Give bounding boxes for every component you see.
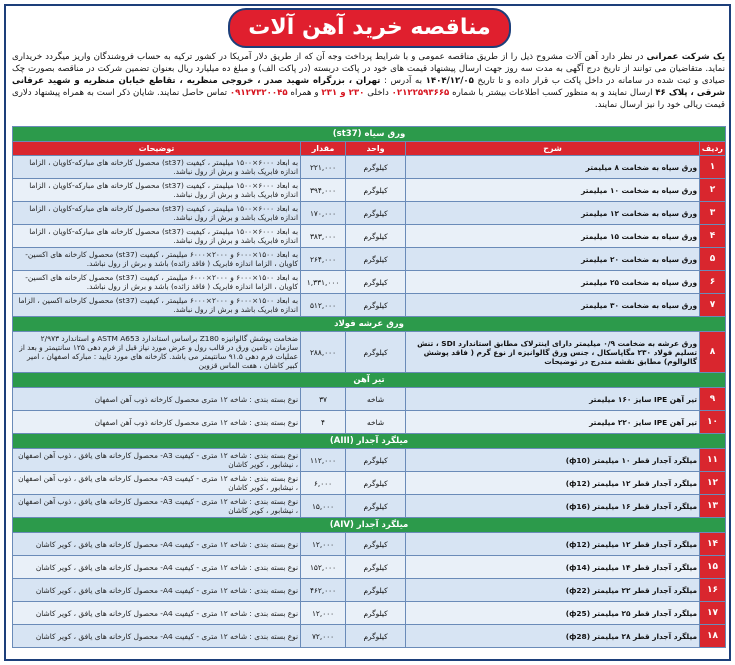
- row-number: ۷: [700, 294, 726, 317]
- row-notes: ضخامت پوشش گالوانیزه Z180 براساس استاندارد ASTM A653 و استاندارد ۲/۹۷۳ سازمان ، تامین ورق در قالب رول و عرض مورد نیاز قبل از فرم دهی ۱۲۵ سانتیمتر و بعد از عملیات فرم دهی ۹۱.۵ سانتیمتر می باشد. کارخانه های مورد تایید : مبارکه اصفهان ، امیر کبیر کاشان ، هفت الماس قزوین: [13, 332, 301, 373]
- table-row: [13, 602, 726, 625]
- row-number: ۸: [700, 332, 726, 373]
- row-description: ورق سیاه به ضخامت ۱۰ میلیمتر: [406, 179, 700, 202]
- intro-deadline: ۱۴۰۴/۱۲/۰۵: [425, 76, 474, 86]
- row-quantity: ۱۲,۰۰۰: [301, 602, 346, 625]
- row-notes: به ابعاد ۶۰۰۰×۱۵۰۰ میلیمتر ، کیفیت (st37) محصول کارخانه های مبارکه-کاویان ، الزاما اندازه فابریک باشد و برش از رول نباشد.: [13, 225, 301, 248]
- section-header: [13, 518, 726, 533]
- column-header-note: توضیحات: [13, 142, 301, 156]
- intro-paragraph: [12, 51, 725, 123]
- row-unit: کیلوگرم: [346, 602, 406, 625]
- row-notes: نوع بسته بندی : شاخه ۱۲ متری - کیفیت A3- محصول کارخانه های یافق ، ذوب آهن اصفهان ، نیشابور ، کویر کاشان: [13, 449, 301, 472]
- column-header-unit: واحد: [346, 142, 406, 156]
- section-title: میلگرد آجدار (AIV): [13, 518, 726, 533]
- row-quantity: ۱۱۲,۰۰۰: [301, 449, 346, 472]
- row-description: میلگرد آجدار قطر ۱۲ میلیمتر (ф12): [406, 472, 700, 495]
- row-notes: نوع بسته بندی : شاخه ۱۲ متری - کیفیت A4- محصول کارخانه های یافق ، کویر کاشان: [13, 556, 301, 579]
- row-unit: کیلوگرم: [346, 225, 406, 248]
- row-number: ۱۷: [700, 602, 726, 625]
- row-quantity: ۱۵,۰۰۰: [301, 495, 346, 518]
- row-description: ورق سیاه به ضخامت ۸ میلیمتر: [406, 156, 700, 179]
- row-number: ۴: [700, 225, 726, 248]
- row-unit: کیلوگرم: [346, 179, 406, 202]
- row-description: ورق سیاه به ضخامت ۲۵ میلیمتر: [406, 271, 700, 294]
- notice-title: مناقصه خرید آهن آلات: [228, 8, 511, 48]
- row-description: ورق سیاه به ضخامت ۲۰ میلیمتر: [406, 248, 700, 271]
- row-unit: کیلوگرم: [346, 248, 406, 271]
- row-description: ورق سیاه به ضخامت ۱۵ میلیمتر: [406, 225, 700, 248]
- row-quantity: ۱۵۲,۰۰۰: [301, 556, 346, 579]
- section-header: [13, 317, 726, 332]
- table-row: [13, 533, 726, 556]
- row-unit: کیلوگرم: [346, 472, 406, 495]
- row-description: میلگرد آجدار قطر ۲۲ میلیمتر (ф22): [406, 579, 700, 602]
- table-row: [13, 388, 726, 411]
- row-quantity: ۲۸۸,۰۰۰: [301, 332, 346, 373]
- row-description: تیر آهن IPE سایز ۱۶۰ میلیمتر: [406, 388, 700, 411]
- row-number: ۳: [700, 202, 726, 225]
- row-description: ورق عرشه به ضخامت ۰/۹ میلیمتر دارای اینترلاک مطابق استاندارد SDI ، تنش تسلیم فولاد ۲۳۰ مگاپاسکال ، جنس ورق گالوانیزه از نوع گرم ( فاقد پوشش گالوالوم) مطابق نقشه مندرج در توضیحات: [406, 332, 700, 373]
- intro-company: یک شرکت عمرانی: [646, 52, 725, 62]
- table-row: [13, 556, 726, 579]
- row-description: میلگرد آجدار قطر ۲۵ میلیمتر (ф25): [406, 602, 700, 625]
- row-notes: به ابعاد ۶۰۰۰×۱۵۰۰ میلیمتر ، کیفیت (st37) محصول کارخانه های مبارکه-کاویان ، الزاما اندازه فابریک باشد و برش از رول نباشد.: [13, 156, 301, 179]
- items-table-body: [13, 127, 726, 648]
- row-notes: نوع بسته بندی : شاخه ۱۲ متری - کیفیت A4- محصول کارخانه های یافق ، کویر کاشان: [13, 533, 301, 556]
- row-number: ۱۴: [700, 533, 726, 556]
- row-notes: به ابعاد ۶۰۰۰×۱۵۰۰ میلیمتر ، کیفیت (st37) محصول کارخانه های مبارکه-کاویان ، الزاما اندازه فابریک باشد و برش از رول نباشد.: [13, 202, 301, 225]
- table-row: [13, 271, 726, 294]
- intro-text-2: به آدرس :: [380, 76, 426, 86]
- section-title: تیر آهن: [13, 373, 726, 388]
- row-description: ورق سیاه به ضخامت ۳۰ میلیمتر: [406, 294, 700, 317]
- row-quantity: ۲۲۱,۰۰۰: [301, 156, 346, 179]
- intro-text-5: و همراه: [287, 88, 322, 98]
- intro-text-3: ارسال نمایند و به منظور کسب اطلاعات بیشتر با شماره: [449, 88, 656, 98]
- row-quantity: ۱۷۰,۰۰۰: [301, 202, 346, 225]
- row-unit: کیلوگرم: [346, 579, 406, 602]
- table-row: [13, 332, 726, 373]
- row-number: ۶: [700, 271, 726, 294]
- row-number: ۱۱: [700, 449, 726, 472]
- table-row: [13, 472, 726, 495]
- table-row: [13, 449, 726, 472]
- table-row: [13, 579, 726, 602]
- section-title: ورق سیاه (st37): [13, 127, 726, 142]
- row-description: ورق سیاه به ضخامت ۱۲ میلیمتر: [406, 202, 700, 225]
- table-row: [13, 225, 726, 248]
- row-description: میلگرد آجدار قطر ۱۴ میلیمتر (ф14): [406, 556, 700, 579]
- column-header-desc: شرح: [406, 142, 700, 156]
- section-header: [13, 373, 726, 388]
- row-unit: کیلوگرم: [346, 495, 406, 518]
- row-unit: کیلوگرم: [346, 556, 406, 579]
- row-quantity: ۵۱۲,۰۰۰: [301, 294, 346, 317]
- row-number: ۱۵: [700, 556, 726, 579]
- row-unit: کیلوگرم: [346, 156, 406, 179]
- column-headers: [13, 142, 726, 156]
- row-notes: نوع بسته بندی : شاخه ۱۲ متری - کیفیت A4- محصول کارخانه های یافق ، کویر کاشان: [13, 579, 301, 602]
- section-header: [13, 434, 726, 449]
- intro-phone: ۰۲۱۲۲۵۹۳۶۶۵: [391, 88, 450, 98]
- row-number: ۱۲: [700, 472, 726, 495]
- row-notes: نوع بسته بندی : شاخه ۱۲ متری - کیفیت A3- محصول کارخانه های یافق ، ذوب آهن اصفهان ، نیشابور ، کویر کاشان: [13, 495, 301, 518]
- row-description: میلگرد آجدار قطر ۱۲ میلیمتر (ф12): [406, 533, 700, 556]
- column-header-qty: مقدار: [301, 142, 346, 156]
- column-header-row: ردیف: [700, 142, 726, 156]
- table-row: [13, 495, 726, 518]
- table-row: [13, 625, 726, 648]
- row-notes: نوع بسته بندی : شاخه ۱۲ متری محصول کارخانه ذوب آهن اصفهان: [13, 411, 301, 434]
- row-quantity: ۳۸۳,۰۰۰: [301, 225, 346, 248]
- row-notes: به ابعاد ۱۵۰۰×۶۰۰۰ و ۲۰۰۰×۶۰۰۰ میلیمتر ، کیفیت (st37) محصول کارخانه های اکسین-کاویان ، الزاما اندازه فابریک ( فاقد زائده) باشد و برش از رول نباشد.: [13, 248, 301, 271]
- section-header: [13, 127, 726, 142]
- row-unit: کیلوگرم: [346, 202, 406, 225]
- row-notes: به ابعاد ۱۵۰۰×۶۰۰۰ و ۲۰۰۰×۶۰۰۰ میلیمتر ، کیفیت (st37) محصول کارخانه اکسین ، الزاما اندازه فابریک باشد و برش از رول نباشد.: [13, 294, 301, 317]
- intro-text-1: در نظر دارد آهن آلات مشروح ذیل را از طریق مناقصه عمومی و با شرایط پرداخت وجه آن که از طریق دلار آمریکا در کشور ترکیه به حساب فروشندگان واریز میگردد خریداری نماید. متقاضیان می توانند از تاریخ درج آگهی به مدت سه روز جهت ارسال پیشنهاد قیمت های خود در پاکت دربسته (در پاکت الف) و مبلغ ده میلیارد ریال بعنوان تضمین شرکت در مناقصه بصورت چک صیادی و ثبت شده در سامانه در داخل پاکت ب قرار داده و تا تاریخ: [12, 52, 725, 86]
- row-number: ۱۳: [700, 495, 726, 518]
- row-unit: کیلوگرم: [346, 625, 406, 648]
- row-quantity: ۱۲,۰۰۰: [301, 533, 346, 556]
- intro-mobile: ۰۹۱۲۷۳۲۰۰۴۵: [229, 88, 288, 98]
- row-notes: نوع بسته بندی : شاخه ۱۲ متری - کیفیت A4- محصول کارخانه های یافق ، کویر کاشان: [13, 625, 301, 648]
- row-notes: نوع بسته بندی : شاخه ۱۲ متری - کیفیت A3- محصول کارخانه های یافق ، ذوب آهن اصفهان ، نیشابور ، کویر کاشان: [13, 472, 301, 495]
- row-number: ۱: [700, 156, 726, 179]
- row-number: ۱۶: [700, 579, 726, 602]
- table-row: [13, 294, 726, 317]
- items-table: [12, 126, 726, 648]
- table-row: [13, 202, 726, 225]
- row-unit: کیلوگرم: [346, 332, 406, 373]
- row-number: ۱۰: [700, 411, 726, 434]
- row-quantity: ۱,۳۳۱,۰۰۰: [301, 271, 346, 294]
- row-quantity: ۴۶۲,۰۰۰: [301, 579, 346, 602]
- table-row: [13, 179, 726, 202]
- row-quantity: ۶,۰۰۰: [301, 472, 346, 495]
- table-row: [13, 248, 726, 271]
- row-description: تیر آهن IPE سایز ۲۲۰ میلیمتر: [406, 411, 700, 434]
- table-row: [13, 156, 726, 179]
- intro-extension: ۲۳۰ و ۲۳۱: [321, 88, 365, 98]
- row-unit: شاخه: [346, 388, 406, 411]
- intro-address: تهران ، بزرگراه شهید صدر ، خروجی منظریه ، تقاطع خیابان منظریه و شهید عرفانی شرقی ، پلاک ۴۶: [12, 76, 726, 98]
- row-description: میلگرد آجدار قطر ۱۶ میلیمتر (ф16): [406, 495, 700, 518]
- row-number: ۱۸: [700, 625, 726, 648]
- row-notes: به ابعاد ۶۰۰۰×۱۵۰۰ میلیمتر ، کیفیت (st37) محصول کارخانه های مبارکه-کاویان ، الزاما اندازه فابریک باشد و برش از رول نباشد.: [13, 179, 301, 202]
- row-unit: شاخه: [346, 411, 406, 434]
- row-quantity: ۴: [301, 411, 346, 434]
- row-quantity: ۳۷: [301, 388, 346, 411]
- section-title: میلگرد آجدار (AIII): [13, 434, 726, 449]
- row-number: ۵: [700, 248, 726, 271]
- row-notes: به ابعاد ۱۵۰۰×۶۰۰۰ و ۲۰۰۰×۶۰۰۰ میلیمتر ، کیفیت (st37) محصول کارخانه های اکسین-کاویان ، الزاما اندازه فابریک ( فاقد زائده) باشد و برش از رول نباشد.: [13, 271, 301, 294]
- intro-text-4: داخلی: [364, 88, 392, 98]
- row-quantity: ۲۶۴,۰۰۰: [301, 248, 346, 271]
- row-description: میلگرد آجدار قطر ۱۰ میلیمتر (ф10): [406, 449, 700, 472]
- row-unit: کیلوگرم: [346, 294, 406, 317]
- row-unit: کیلوگرم: [346, 449, 406, 472]
- table-row: [13, 411, 726, 434]
- row-unit: کیلوگرم: [346, 533, 406, 556]
- tender-notice: [4, 4, 731, 661]
- row-number: ۲: [700, 179, 726, 202]
- row-quantity: ۳۹۴,۰۰۰: [301, 179, 346, 202]
- row-notes: نوع بسته بندی : شاخه ۱۲ متری - کیفیت A4- محصول کارخانه های یافق ، کویر کاشان: [13, 602, 301, 625]
- row-description: میلگرد آجدار قطر ۲۸ میلیمتر (ф28): [406, 625, 700, 648]
- row-unit: کیلوگرم: [346, 271, 406, 294]
- row-quantity: ۷۲,۰۰۰: [301, 625, 346, 648]
- section-title: ورق عرشه فولاد: [13, 317, 726, 332]
- intro-text-6: تماس حاصل نمایند. شایان ذکر است به همراه پیشنهاد دلاری قیمت ریالی خود را نیز ارسال نمایند.: [12, 88, 725, 110]
- row-number: ۹: [700, 388, 726, 411]
- row-notes: نوع بسته بندی : شاخه ۱۲ متری محصول کارخانه ذوب آهن اصفهان: [13, 388, 301, 411]
